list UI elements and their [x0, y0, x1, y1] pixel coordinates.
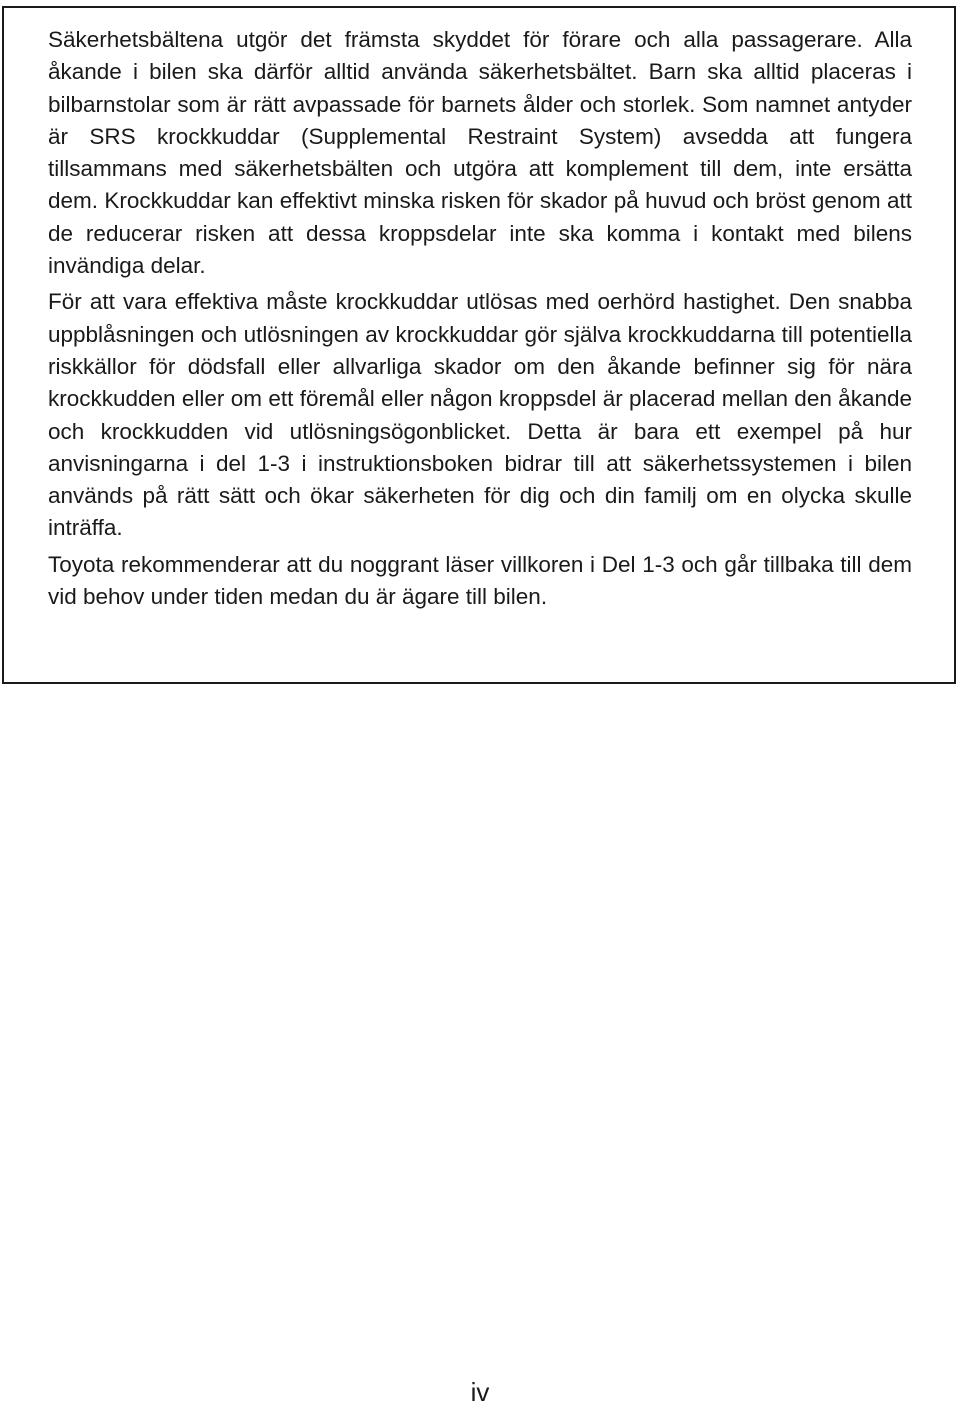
notice-paragraph-1: Säkerhetsbältena utgör det främsta skyddet för förare och alla passagerare. Alla åkande i bilen ska därför alltid använda säkerhetsbältet. Barn ska alltid placeras i bilbarnstolar som är rätt avpassade för barnets ålder och storlek. Som namnet antyder är SRS krockkuddar (Supplemental Restraint System) avsedda att fungera tillsammans med säkerhetsbälten och utgöra att komplement till dem, inte ersätta dem. Krockkuddar kan effektivt minska risken för skador på huvud och bröst genom att de reducerar risken att dessa kroppsdelar inte ska komma i kontakt med bilens invändiga delar. — [48, 27, 912, 279]
notice-paragraph-3: Toyota rekommenderar att du noggrant läser villkoren i Del 1-3 och går tillbaka till dem vid behov under tiden medan du är ägare till bilen. — [48, 551, 912, 610]
page-number: iv — [470, 1377, 490, 1407]
safety-notice-text — [48, 24, 912, 613]
notice-paragraph-2: För att vara effektiva måste krockkuddar utlösas med oerhörd hastighet. Den snabba uppblåsningen och utlösningen av krockkuddar gör själva krockkuddarna till potentiella riskkällor för dödsfall eller allvarliga skador om den åkande befinner sig för nära krockkudden eller om ett föremål eller någon kroppsdel är placerad mellan den åkande och krockkudden vid utlösningsögonblicket. Detta är bara ett exempel på hur anvisningarna i del 1-3 i instruktionsboken bidrar till att säkerhetssystemen i bilen används på rätt sätt och ökar säkerheten för dig och din familj om en olycka skulle inträffa. — [48, 289, 912, 541]
